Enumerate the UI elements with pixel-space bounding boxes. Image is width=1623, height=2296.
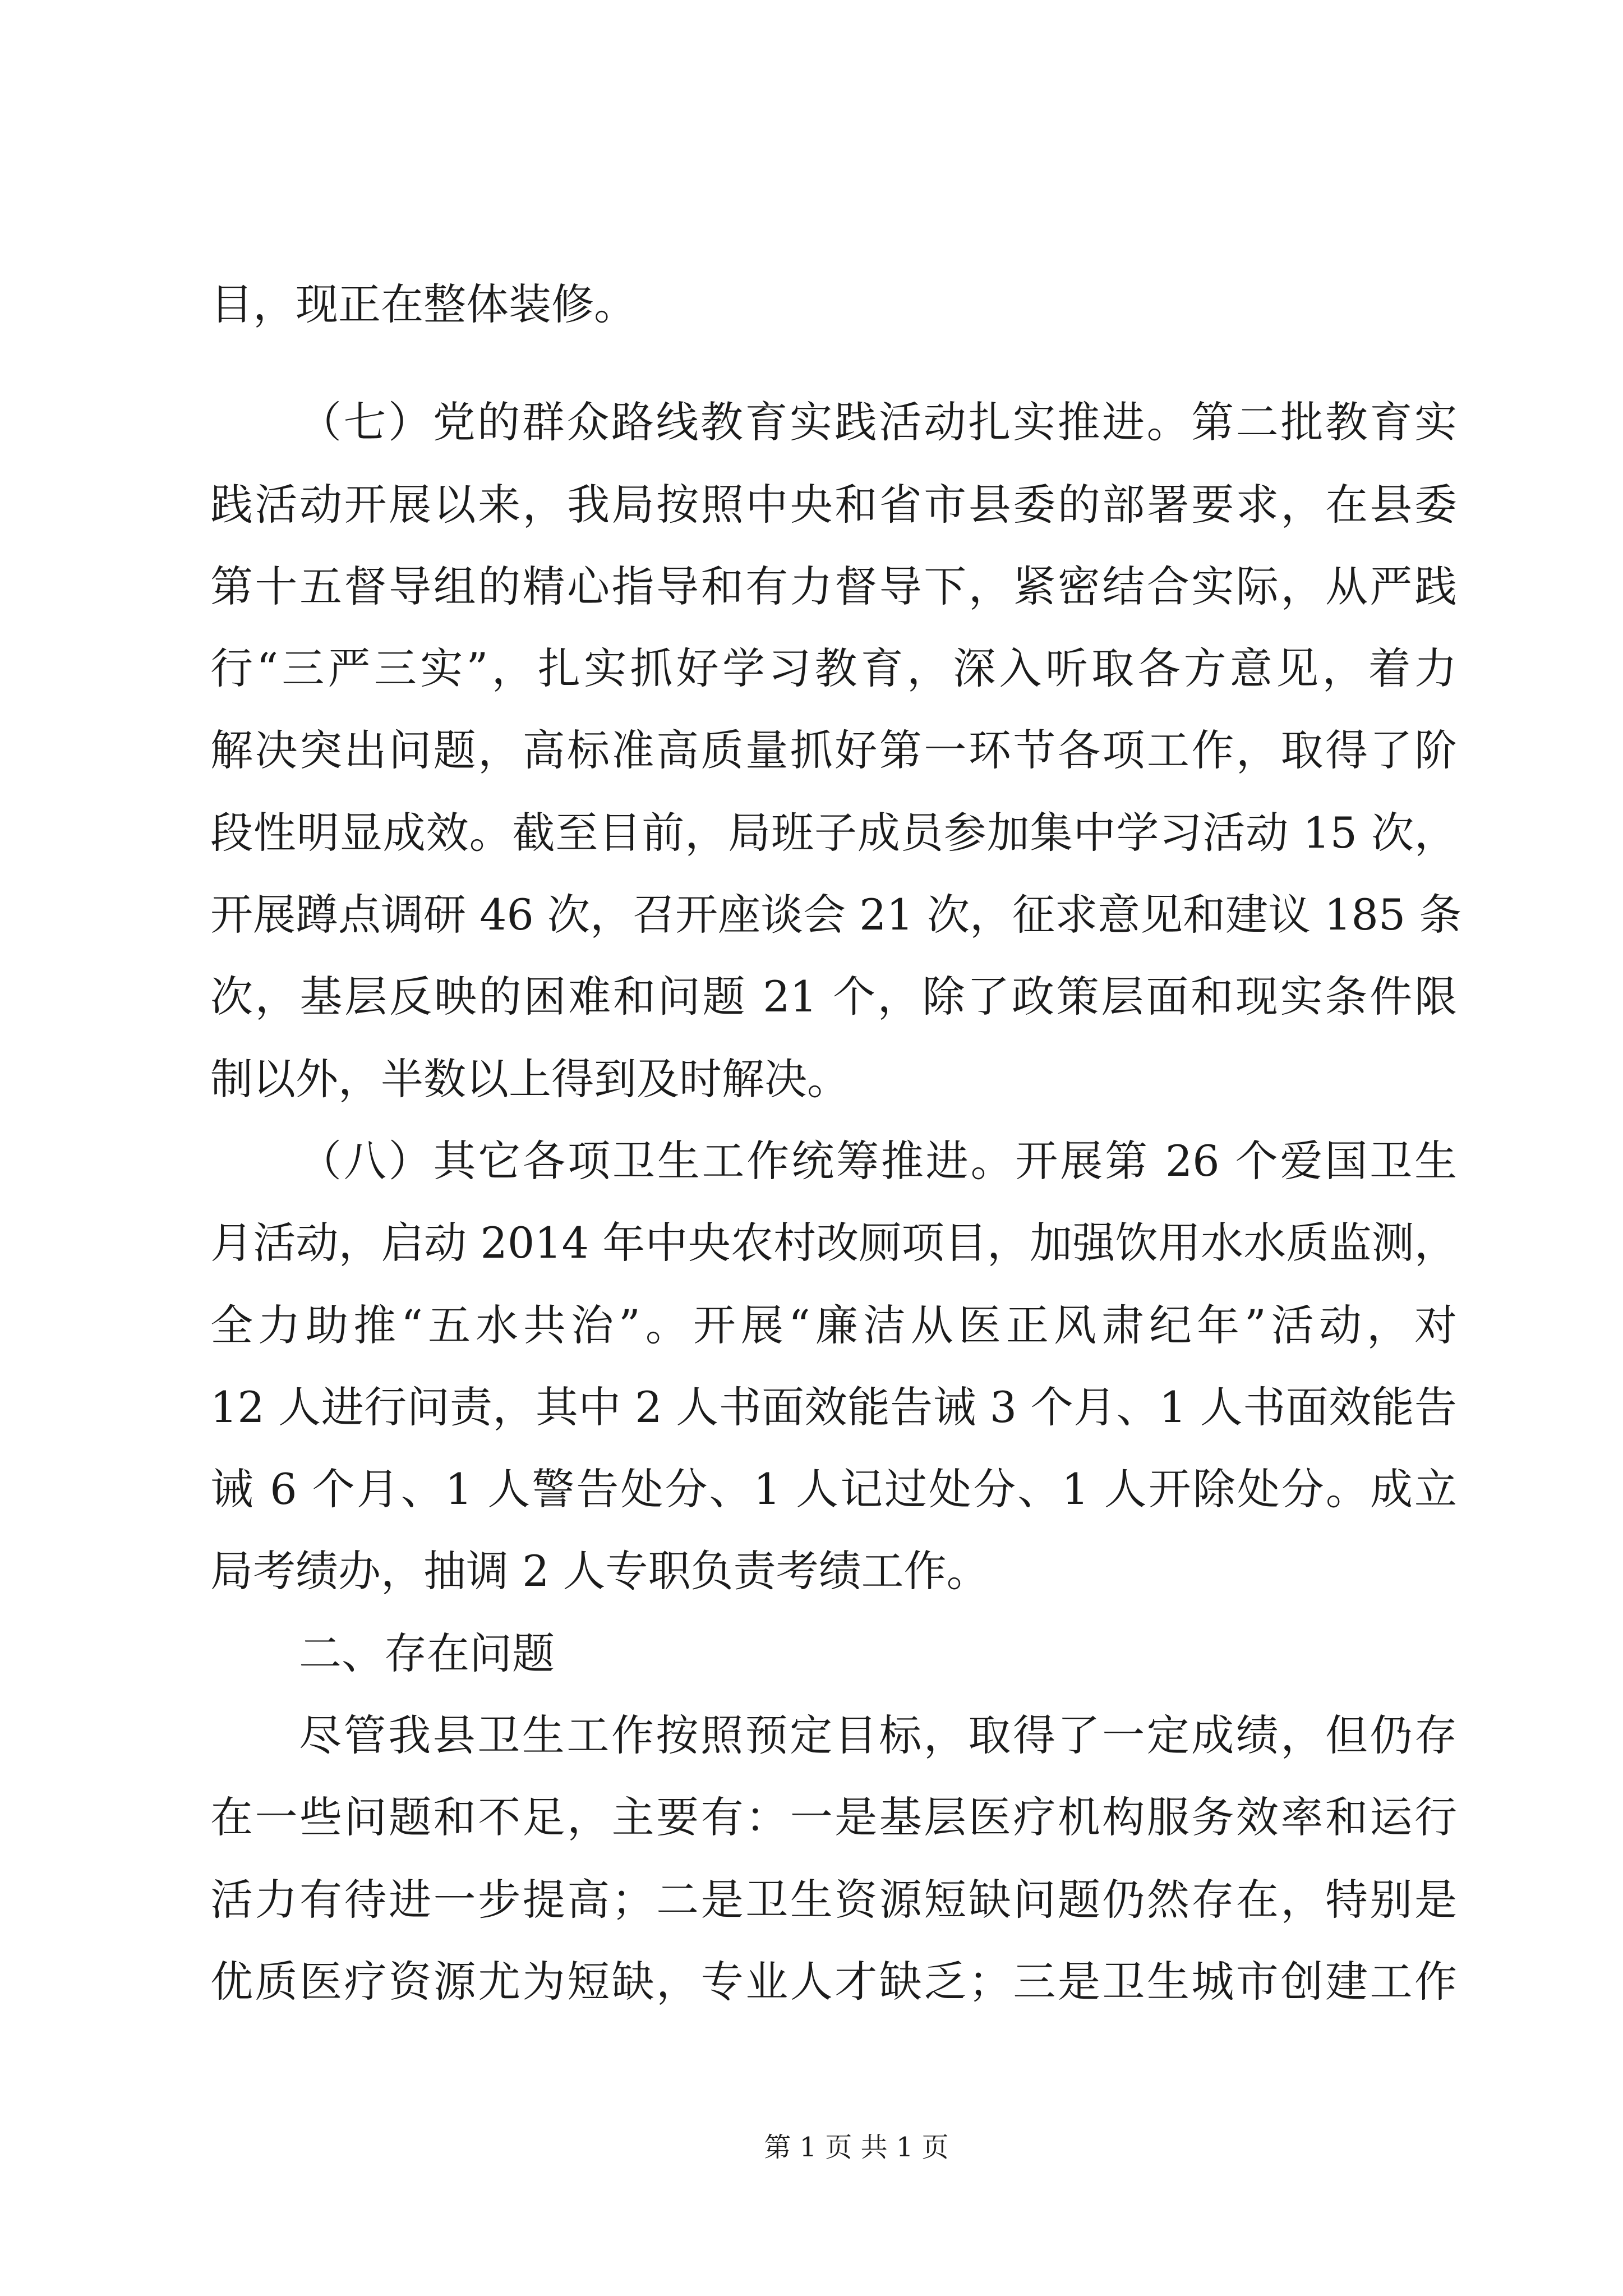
text-line: 在一些问题和不足，主要有：一是基层医疗机构服务效率和运行 (210, 1792, 1457, 1843)
paragraph-continuation (210, 264, 1457, 346)
text-line: 尽管我县卫生工作按照预定目标，取得了一定成绩，但仍存 (299, 1710, 1457, 1761)
text-line: 12 人进行问责，其中 2 人书面效能告诫 3 个月、1 人书面效能告 (210, 1382, 1457, 1432)
text-line: 局考绩办，抽调 2 人专职负责考绩工作。 (210, 1546, 989, 1596)
heading-line: 二、存在问题 (299, 1628, 555, 1678)
text-line: （八）其它各项卫生工作统筹推进。开展第 26 个爱国卫生 (299, 1135, 1457, 1186)
text-line: 月活动，启动 2014 年中央农村改厕项目，加强饮用水水质监测， (210, 1218, 1457, 1268)
paragraph-problems (210, 1695, 1457, 2023)
text-line: 践活动开展以来，我局按照中央和省市县委的部署要求，在县委 (210, 479, 1457, 530)
section-heading (210, 1613, 1457, 1695)
page-number-footer: 第 1 页 共 1 页 (764, 2132, 949, 2163)
text-line: 行“三严三实”，扎实抓好学习教育，深入听取各方意见，着力 (210, 643, 1457, 694)
text-line: 目，现正在整体装修。 (210, 279, 637, 329)
text-line: 解决突出问题，高标准高质量抓好第一环节各项工作，取得了阶 (210, 725, 1457, 776)
text-line: 开展蹲点调研 46 次，召开座谈会 21 次，征求意见和建议 185 条 (210, 890, 1462, 940)
text-line: 诫 6 个月、1 人警告处分、1 人记过处分、1 人开除处分。成立 (210, 1464, 1457, 1515)
paragraph-section-7 (210, 381, 1462, 1120)
text-line: 第十五督导组的精心指导和有力督导下，紧密结合实际，从严践 (210, 561, 1457, 611)
text-line: 全力助推“五水共治”。开展“廉洁从医正风肃纪年”活动，对 (210, 1300, 1457, 1350)
text-line: （七）党的群众路线教育实践活动扎实推进。第二批教育实 (299, 397, 1457, 448)
text-line: 制以外，半数以上得到及时解决。 (210, 1053, 850, 1104)
text-line: 段性明显成效。截至目前，局班子成员参加集中学习活动 15 次， (210, 807, 1457, 858)
text-line: 优质医疗资源尤为短缺，专业人才缺乏；三是卫生城市创建工作 (210, 1956, 1457, 2007)
paragraph-section-8 (210, 1120, 1457, 1613)
text-line: 次，基层反映的困难和问题 21 个，除了政策层面和现实条件限 (210, 972, 1457, 1022)
document-body (210, 264, 1462, 2023)
text-line: 活力有待进一步提高；二是卫生资源短缺问题仍然存在，特别是 (210, 1874, 1457, 1925)
